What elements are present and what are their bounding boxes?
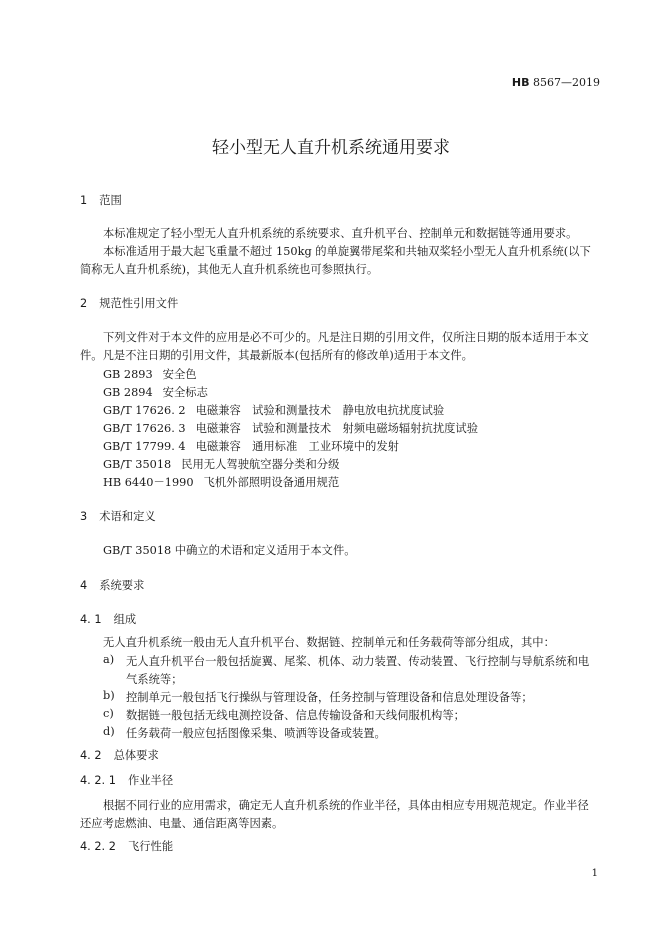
reference-title: 电磁兼容 试验和测量技术 射频电磁场辐射抗扰度试验 (195, 422, 479, 435)
reference-title: 飞机外部照明设备通用规范 (203, 476, 340, 489)
subsection-title: 作业半径 (127, 774, 174, 787)
subsection-4-2-2-heading (80, 838, 173, 854)
reference-title: 安全色 (162, 368, 197, 381)
section-title: 系统要求 (99, 579, 145, 592)
reference-code: GB/T 17799. 4 (103, 440, 186, 453)
list-item-text: 任务载荷一般应包括图像采集、喷洒等设备或装置。 (126, 727, 386, 740)
section-title: 范围 (99, 194, 122, 207)
section-number: 2 (80, 297, 88, 310)
page-number: 1 (591, 868, 598, 879)
list-item-text: 控制单元一般包括飞行操纵与管理设备，任务控制与管理设备和信息处理设备等； (126, 691, 533, 704)
section-1-heading (80, 192, 122, 208)
reference-item (103, 402, 444, 418)
section-1-paragraph-1: 本标准规定了轻小型无人直升机系统的系统要求、直升机平台、控制单元和数据链等通用要求。 (103, 227, 578, 240)
reference-item (103, 438, 399, 454)
subsection-number: 4. 1 (80, 613, 102, 626)
section-2-paragraph-line-1: 下列文件对于本文件的应用是必不可少的。凡是注日期的引用文件，仅所注日期的版本适用于本文 (103, 331, 589, 344)
reference-title: 电磁兼容 通用标准 工业环境中的发射 (195, 440, 399, 453)
document-title: 轻小型无人直升机系统通用要求 (212, 138, 450, 158)
reference-item (103, 366, 197, 382)
reference-code: GB/T 17626. 3 (103, 422, 186, 435)
reference-code: GB 2893 (103, 368, 153, 381)
subsection-4-2-heading (80, 747, 159, 763)
section-title: 规范性引用文件 (99, 297, 179, 310)
subsection-number: 4. 2. 2 (80, 840, 116, 853)
section-title: 术语和定义 (99, 510, 156, 523)
section-2-heading (80, 295, 178, 311)
list-item-marker: a) (103, 653, 115, 666)
reference-item (103, 474, 339, 490)
reference-code: GB 2894 (103, 386, 153, 399)
list-item-marker: c) (103, 707, 114, 720)
reference-code: HB 6440－1990 (103, 476, 194, 489)
subsection-number: 4. 2. 1 (80, 774, 116, 787)
reference-title: 民用无人驾驶航空器分类和分级 (181, 458, 340, 471)
reference-code: GB/T 17626. 2 (103, 404, 186, 417)
reference-item (103, 384, 208, 400)
section-number: 4 (80, 579, 88, 592)
subsection-title: 总体要求 (113, 749, 159, 762)
section-number: 3 (80, 510, 88, 523)
section-3-paragraph: GB/T 35018 中确立的术语和定义适用于本文件。 (103, 544, 356, 557)
reference-code: GB/T 35018 (103, 458, 172, 471)
reference-title: 安全标志 (162, 386, 208, 399)
section-1-paragraph-2-line-2: 简称无人直升机系统)，其他无人直升机系统也可参照执行。 (80, 263, 379, 276)
section-4-heading (80, 577, 144, 593)
standard-code: 8567—2019 (533, 76, 600, 89)
subsection-4-1-paragraph: 无人直升机系统一般由无人直升机平台、数据链、控制单元和任务载荷等部分组成，其中： (103, 636, 555, 649)
list-item-text: 无人直升机平台一般包括旋翼、尾桨、机体、动力装置、传动装置、飞行控制与导航系统和电 (126, 655, 590, 668)
reference-item (103, 456, 339, 472)
reference-item (103, 420, 478, 436)
subsection-title: 组成 (113, 613, 137, 626)
list-item-text: 数据链一般包括无线电测控设备、信息传输设备和天线伺服机构等； (126, 709, 465, 722)
subsection-4-1-heading (80, 611, 136, 627)
section-3-heading (80, 508, 156, 524)
subsection-4-2-1-heading (80, 772, 173, 788)
subsection-title: 飞行性能 (127, 840, 174, 853)
reference-title: 电磁兼容 试验和测量技术 静电放电抗扰度试验 (195, 404, 445, 417)
standard-prefix: HB (511, 76, 530, 89)
subsection-4-2-1-paragraph-line-2: 还应考虑燃油、电量、通信距离等因素。 (80, 817, 284, 830)
subsection-4-2-1-paragraph-line-1: 根据不同行业的应用需求，确定无人直升机系统的作业半径，具体由相应专用规范规定。作业半径 (103, 799, 589, 812)
section-2-paragraph-line-2: 件。凡是不注日期的引用文件，其最新版本(包括所有的修改单)适用于本文件。 (80, 349, 473, 362)
list-item-marker: b) (103, 689, 115, 702)
subsection-number: 4. 2 (80, 749, 102, 762)
section-1-paragraph-2-line-1: 本标准适用于最大起飞重量不超过 150kg 的单旋翼带尾桨和共轴双桨轻小型无人直升机系统(以下 (103, 245, 591, 258)
list-item-marker: d) (103, 725, 115, 738)
list-item-text-continued: 气系统等； (126, 673, 183, 686)
standard-number (512, 76, 600, 89)
section-number: 1 (80, 194, 88, 207)
